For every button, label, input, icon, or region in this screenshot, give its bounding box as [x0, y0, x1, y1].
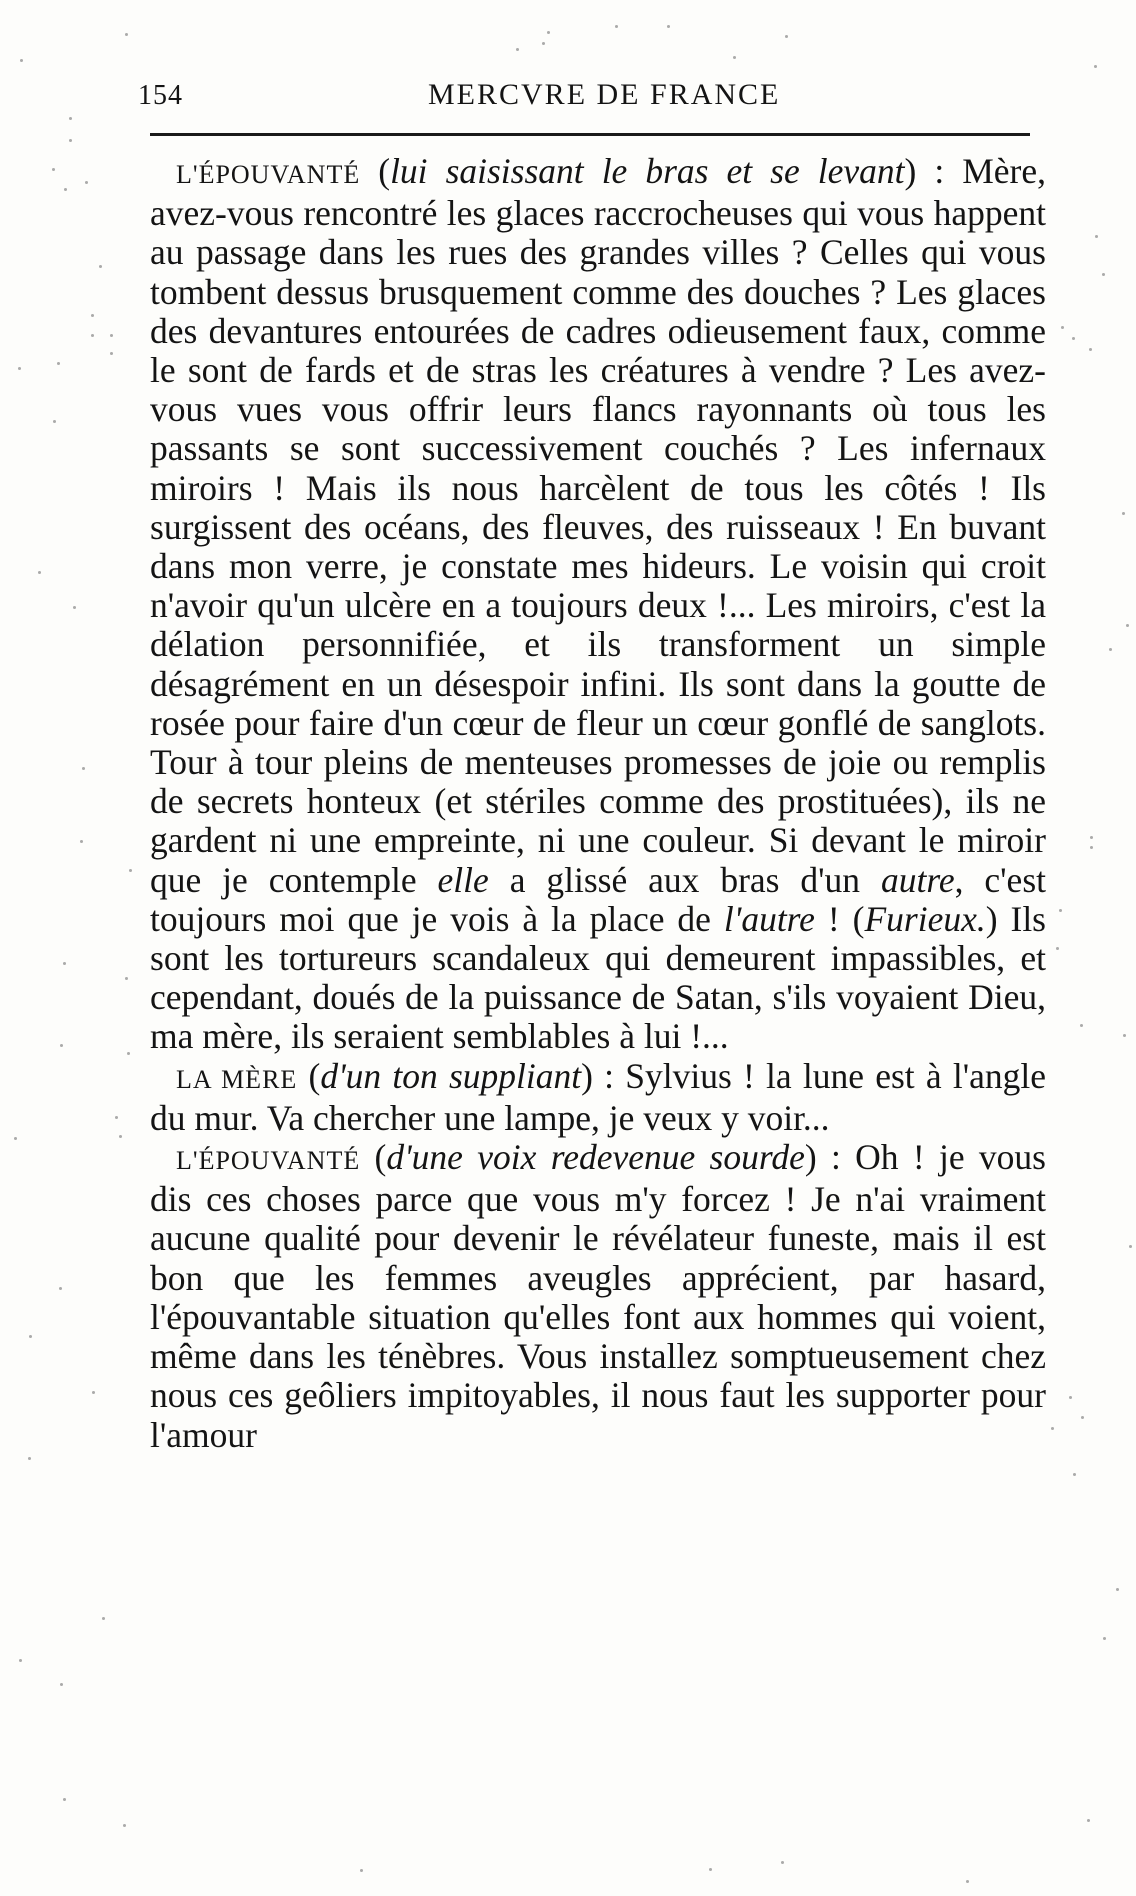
scan-speckle	[1072, 337, 1075, 340]
scan-speckle	[102, 1617, 105, 1620]
scan-speckle	[1073, 1473, 1076, 1476]
scan-speckle	[1116, 1588, 1119, 1591]
scan-speckle	[123, 1824, 126, 1827]
journal-title: MERCVRE DE FRANCE	[428, 78, 781, 111]
scan-speckle	[966, 1880, 969, 1883]
scan-speckle	[1051, 1427, 1054, 1430]
scan-speckle	[63, 1798, 66, 1801]
stage-direction: d'un ton suppliant	[320, 1055, 582, 1096]
speech-text: Sylvius ! la lune est à l'angle du mur. Va chercher une lampe, je veux y voir...	[150, 1055, 1046, 1138]
scan-speckle	[125, 33, 128, 36]
scan-speckle	[20, 59, 23, 62]
scan-speckle	[59, 1287, 62, 1290]
scan-speckle	[38, 571, 41, 574]
scan-speckle	[1123, 1034, 1126, 1037]
speech-emphasis: autre	[880, 859, 955, 900]
scan-speckle	[80, 840, 83, 843]
scan-speckle	[85, 181, 88, 184]
scan-speckle	[91, 314, 94, 317]
scan-speckle	[785, 35, 788, 38]
scan-speckle	[1090, 846, 1093, 849]
speech-text: ! (	[814, 898, 865, 939]
scan-speckle	[82, 767, 85, 770]
scan-speckle	[129, 869, 132, 872]
paren-close: ) :	[804, 1137, 856, 1178]
scan-speckle	[1126, 624, 1129, 627]
scan-speckle	[781, 1861, 784, 1864]
scan-speckle	[1089, 348, 1092, 351]
scan-speckle	[1087, 1819, 1090, 1822]
scan-speckle	[709, 1868, 712, 1871]
header-rule	[150, 133, 1030, 136]
paren-open: (	[360, 151, 391, 191]
speech-text: ) Ils sont les tortureurs scandaleux qui demeurent impassibles, et cependant, doués de la puissance de Satan, s'ils voyaient Dieu, ma mère, ils seraient semblables à lui !...	[150, 898, 1046, 1057]
stage-direction: lui saisissant le bras et se levant	[390, 151, 905, 191]
scan-speckle	[1080, 1024, 1083, 1027]
scan-speckle	[1102, 273, 1105, 276]
scan-speckle	[57, 362, 60, 365]
scan-speckle	[64, 188, 67, 191]
speech-text: , c'est toujours moi que je vois à la place de	[150, 859, 1046, 939]
scan-speckle	[127, 1052, 130, 1055]
scan-speckle	[516, 48, 519, 51]
speech-text: Mère, avez-vous rencontré les glaces raccrocheuses qui vous happent au passage dans les rues des grandes villes ? Celles qui vous tombent dessus brusquement comme des douches ? Les glaces des devantures entourées de cadres odieusement faux, comme le sont de fards et de stras les créatures à vendre ? Les avez-vous vues vous offrir leurs flancs rayonnants où tous les passants se sont successivement couchés ? Les infernaux miroirs ! Mais ils nous harcèlent de tous les côtés ! Ils surgissent des océans, des fleuves, des ruisseaux ! En buvant dans mon verre, je constate mes hideurs. Le voisin qui croit n'avoir qu'un ulcère en a toujours deux !... Les miroirs, c'est la délation personnifiée, et ils transforment un simple désagrément en un désespoir infini. Ils sont dans la goutte de rosée pour faire d'un cœur de fleur un cœur gonflé de sanglots. Tour à tour pleins de menteuses promesses de joie ou remplis de secrets honteux (et stériles comme des prostituées), ils ne gardent ni une empreinte, ni une couleur. Si devant le miroir que je contemple	[150, 151, 1047, 900]
speaker-label: L'ÉPOUVANTÉ	[176, 160, 361, 189]
scan-speckle	[69, 139, 72, 142]
scan-speckle	[99, 265, 102, 268]
scan-speckle	[52, 168, 55, 171]
scan-speckle	[110, 352, 113, 355]
scan-speckle	[1109, 648, 1112, 651]
scan-speckle	[1059, 909, 1062, 912]
speech-text: a glissé aux bras d'un	[488, 859, 881, 900]
scan-speckle	[547, 31, 550, 34]
scan-speckle	[19, 1659, 22, 1662]
stage-direction: d'une voix redevenue sourde	[386, 1137, 805, 1178]
scan-speckle	[733, 56, 736, 59]
scan-speckle	[1081, 1416, 1084, 1419]
scan-speckle	[91, 334, 94, 337]
scan-speckle	[1095, 235, 1098, 238]
paren-open: (	[360, 1137, 387, 1178]
paren-close: ) :	[581, 1055, 626, 1096]
page-number: 154	[138, 80, 183, 111]
scan-speckle	[60, 1044, 63, 1047]
scan-speckle	[125, 977, 128, 980]
scan-speckle	[28, 1457, 31, 1460]
scan-speckle	[360, 1869, 363, 1872]
scan-speckle	[1122, 512, 1125, 515]
paragraph-mere	[150, 1057, 1046, 1138]
scan-speckle	[1129, 1245, 1132, 1248]
paren-close: ) :	[904, 151, 963, 191]
scan-speckle	[53, 420, 56, 423]
scan-speckle	[1090, 836, 1093, 839]
running-head	[138, 70, 1038, 116]
speaker-label: L'ÉPOUVANTÉ	[176, 1146, 361, 1176]
scan-speckle	[542, 42, 545, 45]
scan-speckle	[92, 1391, 95, 1394]
scan-speckle	[1103, 1637, 1106, 1640]
speaker-label: LA MÈRE	[176, 1064, 298, 1094]
scan-speckle	[1056, 947, 1059, 950]
scan-speckle	[110, 334, 113, 337]
page-body	[150, 152, 1046, 1455]
scan-speckle	[1069, 1396, 1072, 1399]
scan-speckle	[615, 25, 618, 28]
scan-speckle	[60, 1683, 63, 1686]
speech-emphasis: elle	[437, 859, 489, 900]
scan-speckle	[69, 117, 72, 120]
scan-speckle	[115, 1116, 118, 1119]
speech-text: Oh ! je vous dis ces choses parce que vous m'y forcez ! Je n'ai vraiment aucune qualité pour devenir le révélateur funeste, mais il est bon que les femmes aveugles apprécient, par hasard, l'épouvantable situation qu'elles font aux hommes qui voient, même dans les ténèbres. Vous installez somptueusement chez nous ces geôliers impitoyables, il nous faut les supporter pour l'amour	[150, 1137, 1046, 1455]
scan-speckle	[73, 606, 76, 609]
scan-speckle	[1094, 65, 1097, 68]
speech-emphasis: l'autre	[723, 898, 815, 939]
scan-speckle	[63, 962, 66, 965]
speech-emphasis: Furieux.	[864, 898, 986, 939]
scan-speckle	[1061, 326, 1064, 329]
paren-open: (	[297, 1055, 321, 1096]
paragraph-epouvante-2	[150, 1138, 1046, 1455]
scan-speckle	[119, 1135, 122, 1138]
scan-speckle	[14, 1137, 17, 1140]
scan-speckle	[29, 1335, 32, 1338]
scan-speckle	[667, 25, 670, 28]
paragraph-epouvante-1	[150, 152, 1046, 1057]
scan-speckle	[18, 367, 21, 370]
